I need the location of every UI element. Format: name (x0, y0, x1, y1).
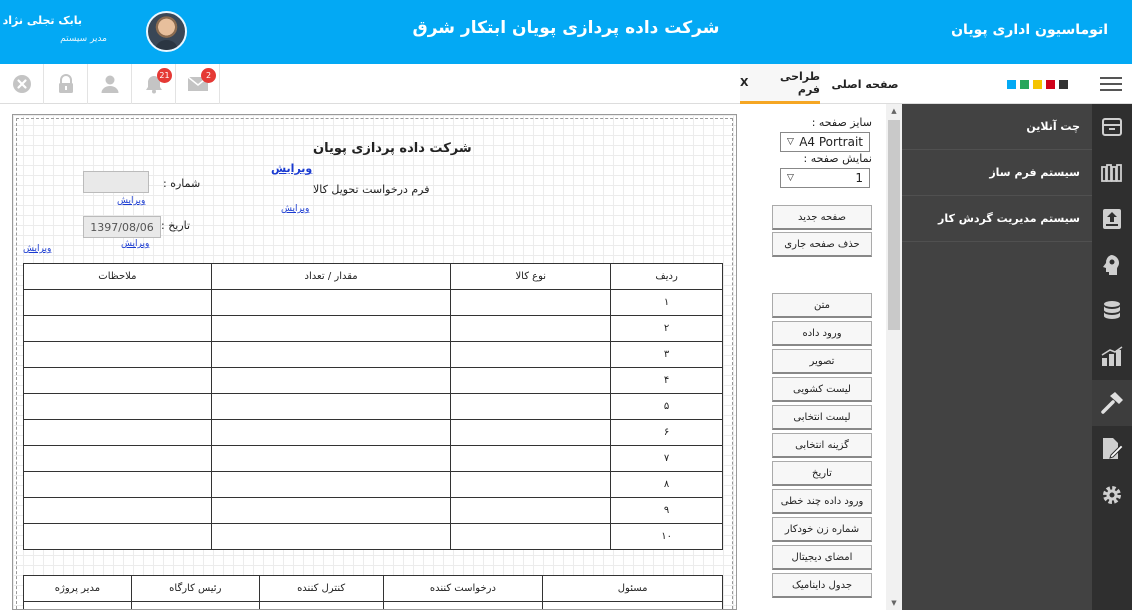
tool-input-button[interactable]: ورود داده (772, 321, 872, 346)
table-row (24, 290, 723, 316)
table-cell[interactable] (451, 472, 611, 498)
table-cell[interactable] (451, 446, 611, 472)
table-cell[interactable] (24, 342, 212, 368)
table-cell[interactable] (211, 420, 451, 446)
row-number: ٢ (611, 316, 723, 342)
col-header-quantity: مقدار / تعداد (211, 264, 451, 290)
row-number: ۶ (611, 420, 723, 446)
col-header-item-type: نوع کالا (451, 264, 611, 290)
gear-icon[interactable] (1092, 472, 1132, 518)
tool-multiline-button[interactable]: ورود داده چند خطی (772, 489, 872, 514)
table-row (24, 446, 723, 472)
items-table[interactable] (23, 263, 723, 550)
inbox-icon[interactable] (1092, 104, 1132, 150)
scroll-up-arrow[interactable]: ▲ (891, 107, 897, 115)
envelope-icon[interactable] (176, 64, 220, 104)
sidebar-item-label: سیستم مدیریت گردش کار (938, 212, 1080, 225)
tool-text-button[interactable]: متن (772, 293, 872, 318)
table-row (24, 316, 723, 342)
table-cell[interactable] (451, 368, 611, 394)
table-cell[interactable] (24, 446, 212, 472)
sign-header-controller: کنترل کننده (259, 576, 383, 602)
upload-icon[interactable] (1092, 196, 1132, 242)
row-number: ۴ (611, 368, 723, 394)
sidebar-item-workflow[interactable] (902, 196, 1092, 242)
lock-icon[interactable] (44, 64, 88, 104)
theme-color-green[interactable] (1020, 80, 1029, 89)
theme-color-picker (1007, 80, 1068, 89)
notifications-badge: 21 (157, 68, 172, 83)
row-number: ١٠ (611, 524, 723, 550)
row-number: ٧ (611, 446, 723, 472)
chart-icon[interactable] (1092, 334, 1132, 380)
table-row (24, 342, 723, 368)
tool-dynamic-table-button[interactable]: جدول داینامیک (772, 573, 872, 598)
chevron-down-icon: ▽ (787, 137, 794, 147)
page-size-select[interactable] (780, 132, 870, 152)
books-icon[interactable] (1092, 150, 1132, 196)
table-row (24, 602, 723, 610)
form-canvas[interactable] (12, 114, 737, 610)
tool-autonumber-button[interactable]: شماره زن خودکار (772, 517, 872, 542)
table-cell[interactable] (451, 290, 611, 316)
scroll-down-arrow[interactable]: ▼ (891, 599, 897, 607)
close-circle-icon[interactable] (0, 64, 44, 104)
page-view-select[interactable] (780, 168, 870, 188)
page-size-label: سایز صفحه : (811, 116, 872, 129)
sidebar-item-label: چت آنلاین (1026, 120, 1080, 133)
tab-home-label: صفحه اصلی (831, 77, 899, 91)
table-row (24, 472, 723, 498)
page-size-value: A4 Portrait (799, 135, 863, 149)
table-cell[interactable] (451, 524, 611, 550)
user-role: مدیر سیستم (60, 34, 107, 44)
document-edit-icon[interactable] (1092, 426, 1132, 472)
sidebar-item-form-builder[interactable] (902, 150, 1092, 196)
row-number: ۵ (611, 394, 723, 420)
table-cell[interactable] (24, 316, 212, 342)
table-cell[interactable] (211, 394, 451, 420)
row-number: ١ (611, 290, 723, 316)
edit-link[interactable]: ویرایش (23, 244, 52, 254)
tool-option-button[interactable]: گزینه انتخابی (772, 433, 872, 458)
messages-badge: 2 (201, 68, 216, 83)
form-title[interactable]: شرکت داده پردازی پویان (313, 141, 472, 156)
table-cell[interactable] (451, 394, 611, 420)
table-header-row (24, 264, 723, 290)
tool-signature-button[interactable]: امضای دیجیتال (772, 545, 872, 570)
table-cell[interactable] (451, 420, 611, 446)
theme-color-dark[interactable] (1059, 80, 1068, 89)
table-cell[interactable] (211, 316, 451, 342)
tool-date-button[interactable]: تاریخ (772, 461, 872, 486)
delete-page-button[interactable]: حذف صفحه جاری (772, 232, 872, 257)
user-name: بابک تجلی نژاد (2, 14, 82, 27)
tab-close-icon[interactable]: X (740, 76, 749, 89)
table-cell[interactable] (211, 446, 451, 472)
table-row (24, 498, 723, 524)
table-row (24, 524, 723, 550)
company-title: شرکت داده پردازی پویان ابتکار شرق (412, 18, 720, 38)
toolbar (0, 64, 1132, 104)
sign-header-responsible: مسئول (543, 576, 723, 602)
row-number: ٨ (611, 472, 723, 498)
app-title: اتوماسیون اداری پویان (951, 22, 1108, 38)
signatures-table[interactable] (23, 575, 723, 610)
tab-design-label: طراحی فرم (779, 69, 820, 96)
table-cell[interactable] (24, 524, 212, 550)
row-number: ٩ (611, 498, 723, 524)
bell-icon[interactable] (132, 64, 176, 104)
table-cell[interactable] (451, 498, 611, 524)
avatar[interactable] (146, 11, 187, 52)
table-cell[interactable] (211, 524, 451, 550)
number-field[interactable] (83, 171, 149, 193)
sign-header-workshop-head: رئیس کارگاه (131, 576, 259, 602)
edit-link[interactable]: ویرایش (117, 196, 146, 206)
page-view-value: 1 (855, 171, 863, 185)
table-cell[interactable] (24, 472, 212, 498)
edit-link[interactable]: ویرایش (281, 204, 310, 214)
sidebar-icon-strip (1092, 104, 1132, 610)
col-header-notes: ملاحظات (24, 264, 212, 290)
form-tools-panel (772, 112, 882, 610)
row-number: ٣ (611, 342, 723, 368)
tool-image-button[interactable]: تصویر (772, 349, 872, 374)
table-cell[interactable] (451, 342, 611, 368)
edit-link[interactable]: ویرایش (271, 162, 313, 175)
tab-form-design[interactable] (740, 64, 820, 104)
vertical-scrollbar[interactable] (886, 104, 902, 610)
date-field[interactable]: 1397/08/06 (83, 216, 161, 238)
new-page-button[interactable]: صفحه جدید (772, 205, 872, 230)
col-header-row-number: ردیف (611, 264, 723, 290)
tool-listbox-button[interactable]: لیست انتخابی (772, 405, 872, 430)
database-icon[interactable] (1092, 288, 1132, 334)
edit-link[interactable]: ویرایش (121, 239, 150, 249)
top-header (0, 0, 1132, 64)
page-view-label: نمایش صفحه : (803, 152, 872, 165)
tab-home[interactable] (820, 64, 910, 104)
sidebar-item-online-chat[interactable] (902, 104, 1092, 150)
table-cell[interactable] (211, 472, 451, 498)
table-cell[interactable] (211, 290, 451, 316)
table-cell[interactable] (24, 498, 212, 524)
tool-dropdown-button[interactable]: لیست کشویی (772, 377, 872, 402)
sidebar-menu (902, 104, 1092, 610)
theme-color-blue[interactable] (1007, 80, 1016, 89)
chevron-down-icon: ▽ (787, 173, 794, 183)
table-cell[interactable] (24, 290, 212, 316)
table-cell[interactable] (24, 420, 212, 446)
table-cell[interactable] (24, 368, 212, 394)
sidebar-item-label: سیستم فرم ساز (989, 166, 1080, 179)
table-row (24, 420, 723, 446)
table-header-row (24, 576, 723, 602)
table-cell[interactable] (211, 342, 451, 368)
hamburger-menu-icon[interactable] (1100, 77, 1122, 91)
scroll-thumb[interactable] (888, 120, 900, 330)
head-icon[interactable] (1092, 242, 1132, 288)
table-row (24, 368, 723, 394)
user-icon[interactable] (88, 64, 132, 104)
theme-color-red[interactable] (1046, 80, 1055, 89)
form-subtitle[interactable]: فرم درخواست تحویل کالا (313, 183, 430, 196)
hammer-icon[interactable] (1092, 380, 1132, 426)
theme-color-yellow[interactable] (1033, 80, 1042, 89)
number-label: شماره : (163, 177, 201, 190)
sign-header-requester: درخواست کننده (383, 576, 543, 602)
table-row (24, 394, 723, 420)
table-cell[interactable] (211, 368, 451, 394)
table-cell[interactable] (451, 316, 611, 342)
table-cell[interactable] (211, 498, 451, 524)
sign-header-project-manager: مدیر پروژه (24, 576, 132, 602)
date-label: تاریخ : (161, 219, 191, 232)
table-cell[interactable] (24, 394, 212, 420)
